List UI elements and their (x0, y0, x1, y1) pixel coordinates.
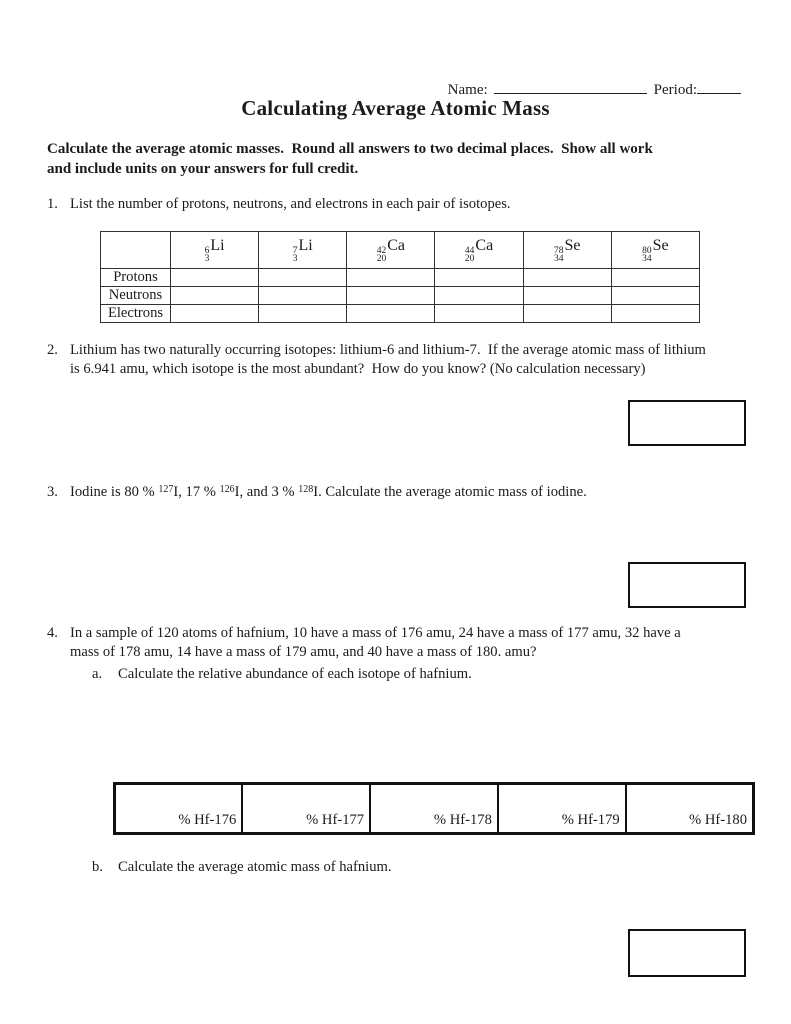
instructions (47, 140, 653, 179)
q1-input-cell[interactable] (435, 269, 523, 287)
corner-cell (101, 232, 171, 269)
question-4b-text: Calculate the average atomic mass of hafnium. (118, 859, 392, 875)
q1-input-cell[interactable] (435, 287, 523, 305)
isotope-superscript: 128 (298, 483, 314, 495)
question-3-text (70, 483, 587, 503)
question-1-number: 1. (47, 196, 58, 212)
isotope-header-row (101, 232, 700, 269)
hf-cell-label: % Hf-178 (433, 812, 492, 828)
mass-number: 7 (292, 245, 298, 256)
mass-number: 80 (642, 245, 652, 256)
question-2 (47, 341, 706, 379)
period-fill-line[interactable] (697, 79, 741, 94)
isotope-superscript: 127 (158, 483, 174, 495)
table-row-neutrons (101, 287, 700, 305)
q1-input-cell[interactable] (611, 269, 699, 287)
q1-input-cell[interactable] (347, 305, 435, 323)
isotope-header-se78 (523, 232, 611, 269)
hf-cell-label: % Hf-176 (178, 812, 237, 828)
q1-input-cell[interactable] (611, 305, 699, 323)
question-2-text (70, 341, 706, 379)
q1-input-cell[interactable] (523, 269, 611, 287)
question-4-number: 4. (47, 625, 58, 641)
element-symbol: Li (210, 236, 225, 254)
question-3-number: 3. (47, 484, 58, 500)
isotope-header-ca42 (347, 232, 435, 269)
question-4b-number: b. (92, 859, 103, 875)
name-fill-line[interactable] (494, 79, 647, 94)
q1-input-cell[interactable] (347, 287, 435, 305)
mass-number: 44 (464, 245, 475, 256)
question-4 (47, 624, 681, 662)
hf-cell-label: % Hf-179 (561, 812, 620, 828)
hf-cell-label: % Hf-180 (689, 812, 747, 828)
element-symbol: Ca (387, 236, 406, 254)
row-label-neutrons: Neutrons (101, 287, 171, 305)
mass-number: 42 (376, 245, 387, 256)
hf-percent-cell-180[interactable] (626, 784, 754, 834)
hf-percent-cell-178[interactable] (370, 784, 498, 834)
q1-input-cell[interactable] (259, 287, 347, 305)
q3-text-part: I, and 3 % (234, 484, 299, 500)
element-symbol: Se (652, 236, 669, 254)
q1-input-cell[interactable] (523, 305, 611, 323)
instructions-line-2: and include units on your answers for full credit. (47, 160, 359, 177)
q1-input-cell[interactable] (347, 269, 435, 287)
q3-text-part: I. Calculate the average atomic mass of iodine. (313, 484, 587, 500)
q1-input-cell[interactable] (171, 269, 259, 287)
q1-input-cell[interactable] (171, 305, 259, 323)
isotope-header-li7 (259, 232, 347, 269)
hf-percent-cell-179[interactable] (498, 784, 626, 834)
question-2-line-1: Lithium has two naturally occurring isotopes: lithium-6 and lithium-7. If the average atomic mass of lithium (70, 342, 706, 358)
q3-text-part: Iodine is 80 % (70, 484, 159, 500)
hf-percent-cell-176[interactable] (115, 784, 243, 834)
instructions-line-1: Calculate the average atomic masses. Round all answers to two decimal places. Show all work (47, 141, 653, 157)
question-2-line-2: is 6.941 amu, which isotope is the most abundant? How do you know? (No calculation necessary) (70, 361, 646, 377)
isotope-superscript: 126 (219, 483, 235, 495)
isotope-table (100, 231, 700, 323)
question-4-text (70, 624, 681, 662)
question-4b (92, 858, 392, 877)
hafnium-table-row (115, 784, 754, 834)
element-symbol: Se (564, 236, 581, 254)
q1-input-cell[interactable] (611, 287, 699, 305)
atomic-number: 34 (553, 254, 564, 264)
mass-number: 78 (553, 245, 564, 256)
element-symbol: Ca (475, 236, 494, 254)
question-4a (92, 665, 472, 684)
question-1 (47, 195, 511, 214)
element-symbol: Li (298, 236, 313, 254)
question-4a-text: Calculate the relative abundance of each isotope of hafnium. (118, 666, 472, 682)
atomic-number: 20 (376, 254, 387, 264)
question-4-line-2: mass of 178 amu, 14 have a mass of 179 amu, and 40 have a mass of 180. amu? (70, 644, 537, 660)
q1-input-cell[interactable] (259, 269, 347, 287)
answer-box-q4b[interactable] (628, 929, 746, 977)
name-label: Name: (447, 82, 488, 98)
atomic-number: 20 (464, 254, 475, 264)
atomic-number: 3 (292, 254, 298, 264)
answer-box-q2[interactable] (628, 400, 746, 446)
isotope-header-se80 (611, 232, 699, 269)
row-label-protons: Protons (101, 269, 171, 287)
table-row-electrons (101, 305, 700, 323)
q1-input-cell[interactable] (523, 287, 611, 305)
isotope-header-li6 (171, 232, 259, 269)
question-4a-number: a. (92, 666, 103, 682)
atomic-number: 3 (204, 254, 210, 264)
question-2-number: 2. (47, 342, 58, 358)
question-1-text: List the number of protons, neutrons, and electrons in each pair of isotopes. (70, 196, 511, 212)
q3-text-part: I, 17 % (173, 484, 220, 500)
question-3 (47, 483, 587, 503)
isotope-header-ca44 (435, 232, 523, 269)
hafnium-abundance-table (113, 782, 755, 835)
hf-percent-cell-177[interactable] (242, 784, 370, 834)
question-4-line-1: In a sample of 120 atoms of hafnium, 10 have a mass of 176 amu, 24 have a mass of 177 amu, 32 have a (70, 625, 681, 641)
q1-input-cell[interactable] (259, 305, 347, 323)
answer-box-q3[interactable] (628, 562, 746, 608)
atomic-number: 34 (642, 254, 652, 264)
q1-input-cell[interactable] (171, 287, 259, 305)
q1-input-cell[interactable] (435, 305, 523, 323)
hf-cell-label: % Hf-177 (306, 812, 365, 828)
table-row-protons (101, 269, 700, 287)
mass-number: 6 (204, 245, 210, 256)
page-title: Calculating Average Atomic Mass (241, 96, 550, 120)
period-label: Period: (653, 82, 697, 98)
row-label-electrons: Electrons (101, 305, 171, 323)
